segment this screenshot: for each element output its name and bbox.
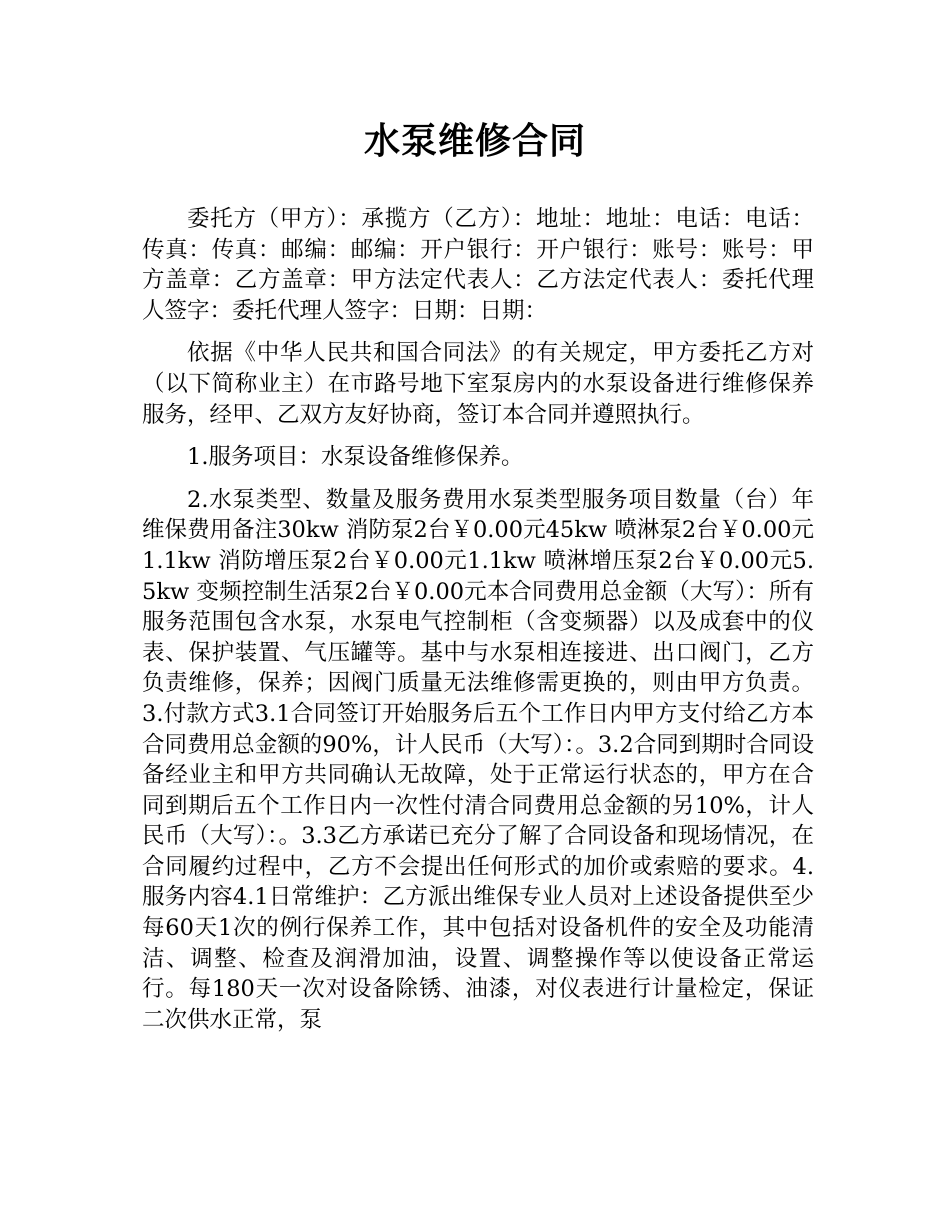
paragraph-preamble: 依据《中华人民共和国合同法》的有关规定，甲方委托乙方对（以下简称业主）在市路号地下室泵房内的水泵设备进行维修保养服务，经甲、乙双方友好协商，签订本合同并遵照执行。 [142,340,814,428]
paragraph-pump-types-and-terms: 2.水泵类型、数量及服务费用水泵类型服务项目数量（台）年维保费用备注30kw 消防泵2台￥0.00元45kw 喷淋泵2台￥0.00元1.1kw 消防增压泵2台￥0.00元1.1kw 喷淋增压泵2台￥0.00元5.5kw 变频控制生活泵2台￥0.00元本合同费用总金额（大写）：所有服务范围包含水泵，水泵电气控制柜（含变频器）以及成套中的仪表、保护装置、气压罐等。基中与水泵相连接进、出口阀门，乙方负责维修，保养；因阀门质量无法维修需更换的，则由甲方负责。3.付款方式3.1合同签订开始服务后五个工作日内甲方支付给乙方本合同费用总金额的90%，计人民币（大写）：。3.2合同到期时合同设备经业主和甲方共同确认无故障，处于正常运行状态的，甲方在合同到期后五个工作日内一次性付清合同费用总金额的另10%，计人民币（大写）：。3.3乙方承诺已充分了解了合同设备和现场情况，在合同履约过程中，乙方不会提出任何形式的加价或索赔的要求。4.服务内容4.1日常维护：乙方派出维保专业人员对上述设备提供至少每60天1次的例行保养工作，其中包括对设备机件的安全及功能清洁、调整、检查及润滑加油，设置、调整操作等以使设备正常运行。每180天一次对设备除锈、油漆，对仪表进行计量检定，保证二次供水正常，泵 [142,486,814,1033]
document-title: 水泵维修合同 [363,121,586,162]
document-body [142,204,814,1047]
paragraph-parties: 委托方（甲方）：承揽方（乙方）：地址：地址：电话：电话：传真：传真：邮编：邮编：开户银行：开户银行：账号：账号：甲方盖章：乙方盖章：甲方法定代表人：乙方法定代表人：委托代理人签字：委托代理人签字：日期：日期： [142,206,814,324]
paragraph-service-item: 1.服务项目：水泵设备维修保养。 [187,444,524,471]
